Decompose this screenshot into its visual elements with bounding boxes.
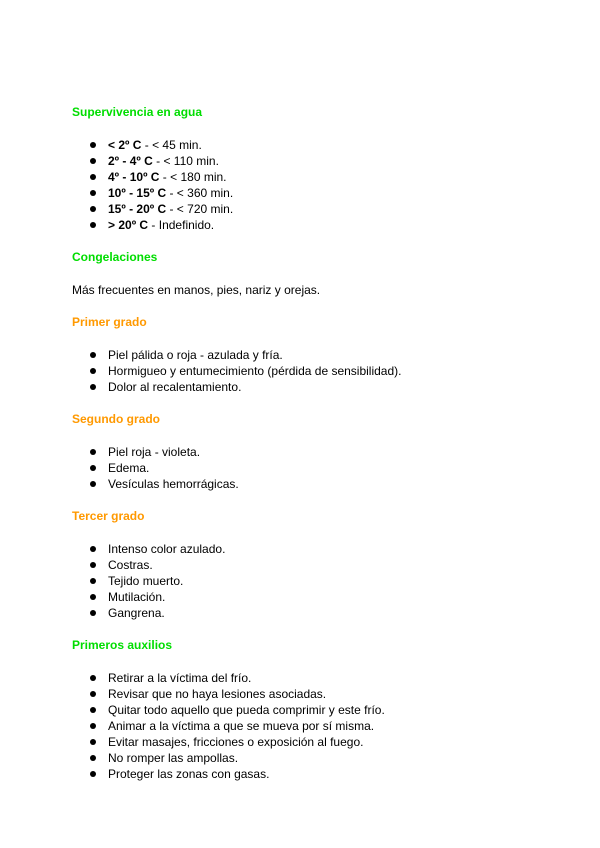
heading-segundo-grado: Segundo grado bbox=[72, 412, 160, 426]
list-item bbox=[72, 379, 542, 395]
bullet-icon bbox=[90, 465, 96, 471]
survival-time: < 180 min. bbox=[170, 170, 227, 184]
list-item-text: Retirar a la víctima del frío. bbox=[108, 671, 252, 685]
list-item bbox=[72, 541, 542, 557]
bullet-icon bbox=[90, 755, 96, 761]
list-item-text: Intenso color azulado. bbox=[108, 542, 226, 556]
list-supervivencia bbox=[72, 137, 542, 233]
temp-range: 15º - 20º C bbox=[108, 202, 167, 216]
bullet-icon bbox=[90, 562, 96, 568]
bullet-icon bbox=[90, 158, 96, 164]
list-item-text: Tejido muerto. bbox=[108, 574, 184, 588]
bullet-icon bbox=[90, 449, 96, 455]
bullet-icon bbox=[90, 174, 96, 180]
bullet-icon bbox=[90, 352, 96, 358]
list-item-text: Vesículas hemorrágicas. bbox=[108, 477, 239, 491]
list-item-text: Piel pálida o roja - azulada y fría. bbox=[108, 348, 283, 362]
bullet-icon bbox=[90, 368, 96, 374]
list-primeros-auxilios bbox=[72, 670, 542, 782]
bullet-icon bbox=[90, 578, 96, 584]
temp-range: > 20º C bbox=[108, 218, 149, 232]
list-item-text: Revisar que no haya lesiones asociadas. bbox=[108, 687, 327, 701]
list-item bbox=[72, 460, 542, 476]
list-item bbox=[72, 347, 542, 363]
list-item bbox=[72, 557, 542, 573]
list-item: 15º - 20º C - < 720 min. bbox=[72, 201, 542, 217]
list-item bbox=[72, 718, 542, 734]
list-item bbox=[72, 670, 542, 686]
heading-supervivencia: Supervivencia en agua bbox=[72, 105, 203, 119]
list-item: 10º - 15º C - < 360 min. bbox=[72, 185, 542, 201]
temp-range: 2º - 4º C bbox=[108, 154, 153, 168]
temp-range: 10º - 15º C bbox=[108, 186, 167, 200]
list-item-text: Gangrena. bbox=[108, 606, 165, 620]
bullet-icon bbox=[90, 142, 96, 148]
document-content bbox=[72, 104, 542, 782]
list-item bbox=[72, 734, 542, 750]
bullet-icon bbox=[90, 481, 96, 487]
list-item: > 20º C - Indefinido. bbox=[72, 217, 542, 233]
list-item-text: Dolor al recalentamiento. bbox=[108, 380, 242, 394]
list-item bbox=[72, 476, 542, 492]
list-item-text: Costras. bbox=[108, 558, 153, 572]
list-item-text: Hormigueo y entumecimiento (pérdida de sensibilidad). bbox=[108, 364, 402, 378]
survival-time: Indefinido. bbox=[158, 218, 215, 232]
heading-tercer-grado: Tercer grado bbox=[72, 509, 145, 523]
heading-primer-grado: Primer grado bbox=[72, 315, 147, 329]
list-item bbox=[72, 605, 542, 621]
bullet-icon bbox=[90, 206, 96, 212]
list-item bbox=[72, 573, 542, 589]
temp-range: < 2º C bbox=[108, 138, 142, 152]
list-item: < 2º C - < 45 min. bbox=[72, 137, 542, 153]
bullet-icon bbox=[90, 190, 96, 196]
list-item-text: No romper las ampollas. bbox=[108, 751, 239, 765]
list-item-text: Quitar todo aquello que pueda comprimir y este frío. bbox=[108, 703, 385, 717]
bullet-icon bbox=[90, 771, 96, 777]
list-tercer-grado bbox=[72, 541, 542, 621]
temp-range: 4º - 10º C bbox=[108, 170, 160, 184]
list-item bbox=[72, 363, 542, 379]
survival-time: < 110 min. bbox=[163, 154, 219, 168]
bullet-icon bbox=[90, 739, 96, 745]
congelaciones-text: Más frecuentes en manos, pies, nariz y orejas. bbox=[72, 283, 321, 297]
survival-time: < 45 min. bbox=[152, 138, 202, 152]
list-item bbox=[72, 702, 542, 718]
list-item bbox=[72, 589, 542, 605]
list-primer-grado bbox=[72, 347, 542, 395]
bullet-icon bbox=[90, 384, 96, 390]
bullet-icon bbox=[90, 723, 96, 729]
list-item-text: Proteger las zonas con gasas. bbox=[108, 767, 270, 781]
list-item-text: Edema. bbox=[108, 461, 150, 475]
bullet-icon bbox=[90, 691, 96, 697]
list-item: 4º - 10º C - < 180 min. bbox=[72, 169, 542, 185]
list-item-text: Evitar masajes, fricciones o exposición al fuego. bbox=[108, 735, 364, 749]
bullet-icon bbox=[90, 594, 96, 600]
list-item bbox=[72, 750, 542, 766]
survival-time: < 720 min. bbox=[176, 202, 234, 216]
list-item: 2º - 4º C - < 110 min. bbox=[72, 153, 542, 169]
list-item-text: Animar a la víctima a que se mueva por sí misma. bbox=[108, 719, 375, 733]
list-item-text: Mutilación. bbox=[108, 590, 166, 604]
list-item bbox=[72, 686, 542, 702]
list-item bbox=[72, 444, 542, 460]
bullet-icon bbox=[90, 610, 96, 616]
bullet-icon bbox=[90, 222, 96, 228]
bullet-icon bbox=[90, 675, 96, 681]
list-item-text: Piel roja - violeta. bbox=[108, 445, 201, 459]
heading-primeros-auxilios: Primeros auxilios bbox=[72, 638, 173, 652]
bullet-icon bbox=[90, 707, 96, 713]
list-item bbox=[72, 766, 542, 782]
list-segundo-grado bbox=[72, 444, 542, 492]
bullet-icon bbox=[90, 546, 96, 552]
heading-congelaciones: Congelaciones bbox=[72, 250, 158, 264]
survival-time: < 360 min. bbox=[176, 186, 234, 200]
